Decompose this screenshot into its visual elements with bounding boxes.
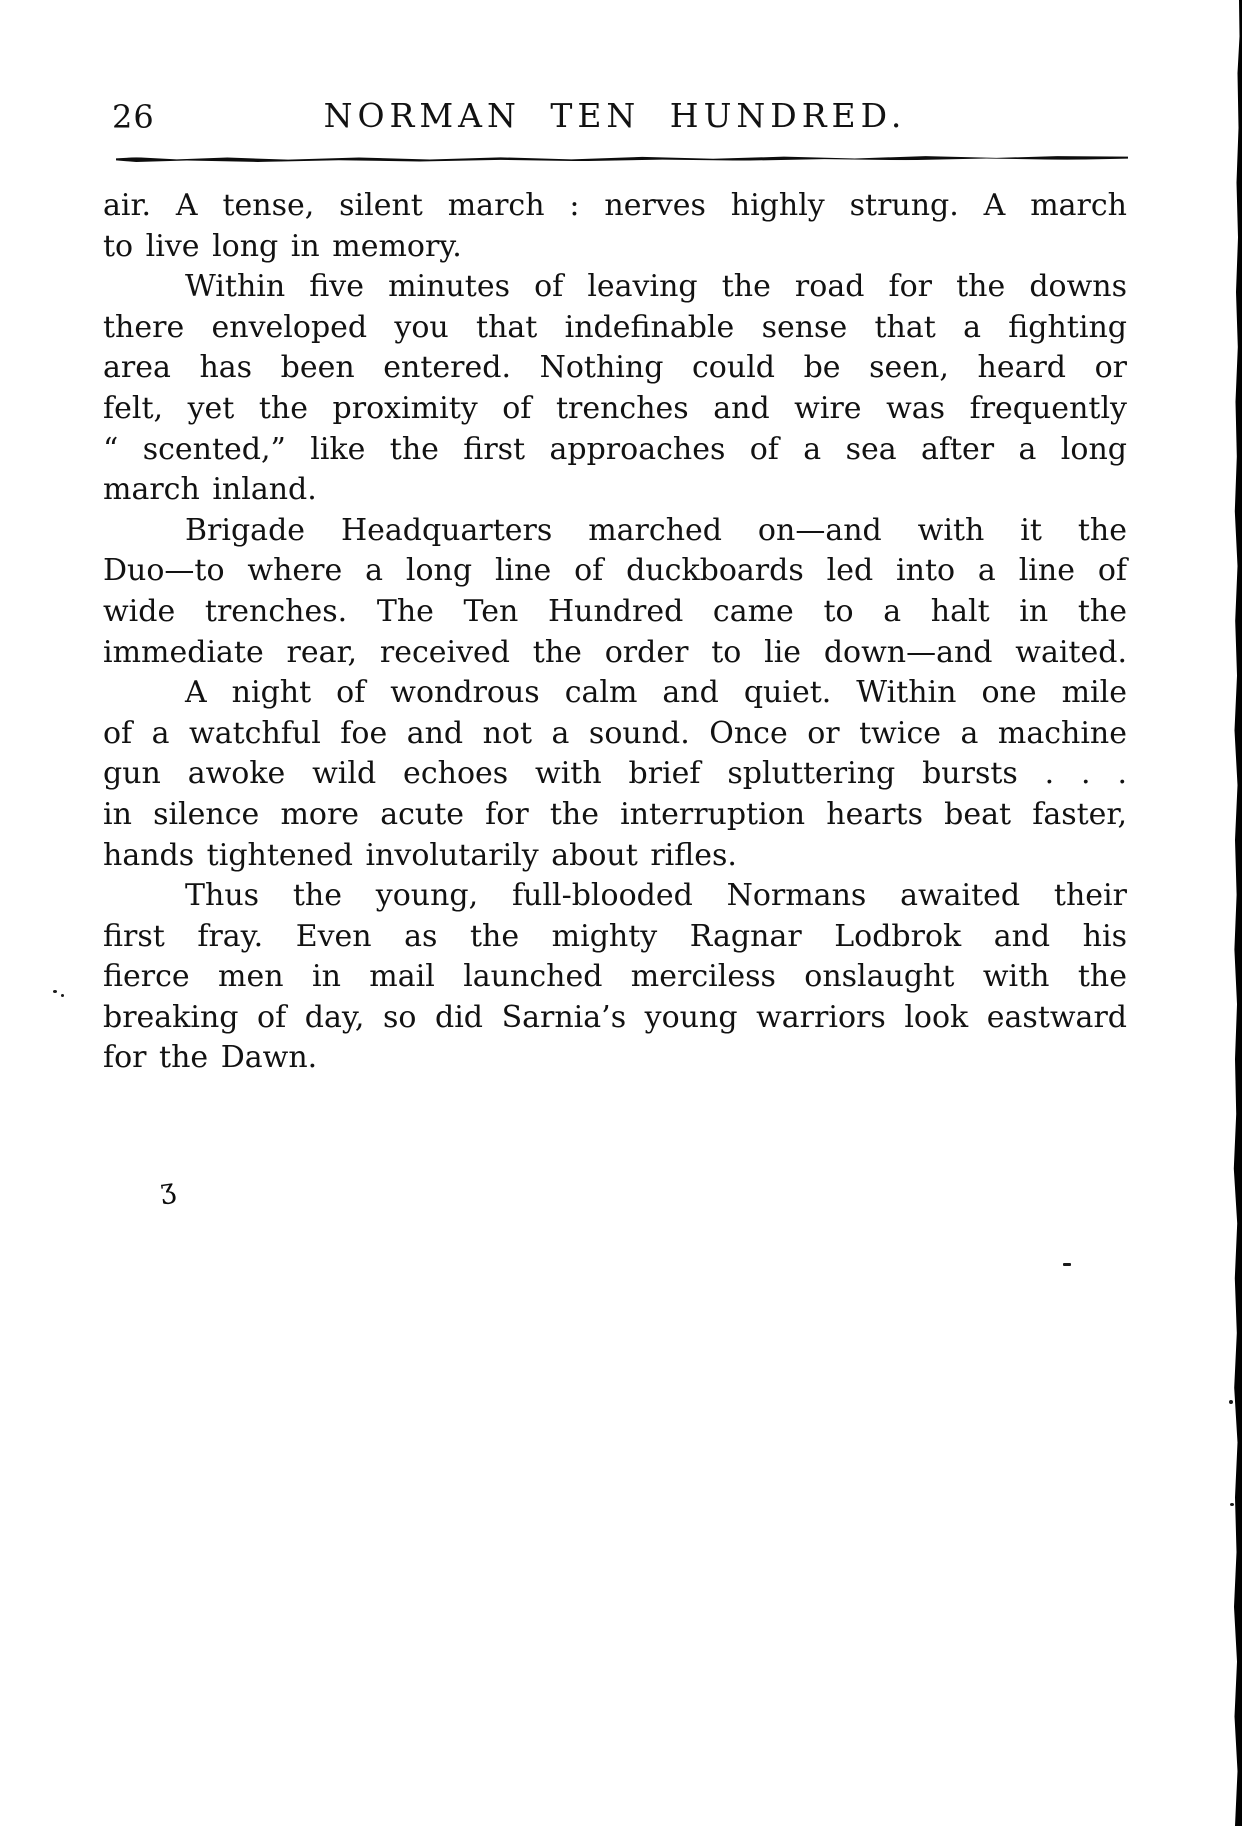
- text-line: area has been entered. Nothing could be seen, heard or: [103, 350, 1127, 386]
- text-line: Duo—to where a long line of duckboards led into a line of: [103, 553, 1127, 589]
- scan-speck: [61, 994, 64, 997]
- scan-speck: [1063, 1263, 1071, 1266]
- text-line: immediate rear, received the order to lie down—and waited.: [103, 634, 1127, 670]
- text-line: hands tightened involutarily about rifles.: [103, 837, 737, 873]
- ink-mark: ʒ: [157, 1173, 178, 1206]
- text-line: in silence more acute for the interruption hearts beat faster,: [103, 796, 1127, 832]
- text-line: Within five minutes of leaving the road for the downs: [185, 269, 1127, 305]
- paragraph: [103, 267, 1127, 511]
- scan-speck: [1230, 1503, 1234, 1506]
- text-line: of a watchful foe and not a sound. Once or twice a machine: [103, 715, 1127, 751]
- header-rule: [116, 155, 1128, 163]
- text-line: first fray. Even as the mighty Ragnar Lodbrok and his: [103, 918, 1127, 954]
- text-line: Thus the young, full-blooded Normans awaited their: [185, 878, 1127, 914]
- scan-speck: [1229, 1400, 1233, 1404]
- text-line: for the Dawn.: [103, 1040, 318, 1076]
- running-header-title: NORMAN TEN HUNDRED.: [323, 96, 907, 135]
- text-line: march inland.: [103, 472, 317, 508]
- text-line: air. A tense, silent march : nerves highly strung. A march: [103, 188, 1127, 223]
- text-line: A night of wondrous calm and quiet. Within one mile: [185, 675, 1127, 711]
- paragraph: [103, 673, 1127, 876]
- body-text: [103, 186, 1127, 1079]
- text-line: wide trenches. The Ten Hundred came to a halt in the: [103, 593, 1127, 629]
- text-line: to live long in memory.: [103, 228, 462, 264]
- text-line: breaking of day, so did Sarnia’s young warriors look eastward: [103, 999, 1127, 1035]
- page-number: 26: [112, 98, 155, 136]
- text-line: fierce men in mail launched merciless onslaught with the: [103, 959, 1127, 995]
- text-line: Brigade Headquarters marched on—and with it the: [185, 512, 1127, 548]
- text-line: there enveloped you that indefinable sense that a fighting: [103, 309, 1127, 345]
- paragraph: [103, 186, 1127, 267]
- text-line: “ scented,” like the first approaches of a sea after a long: [103, 431, 1127, 467]
- scan-edge-artifact: [1232, 0, 1242, 1826]
- paragraph: [103, 876, 1127, 1079]
- text-line: gun awoke wild echoes with brief spluttering bursts . . .: [103, 756, 1127, 792]
- scan-speck: [53, 990, 57, 993]
- paragraph: [103, 511, 1127, 673]
- text-line: felt, yet the proximity of trenches and wire was frequently: [103, 390, 1127, 426]
